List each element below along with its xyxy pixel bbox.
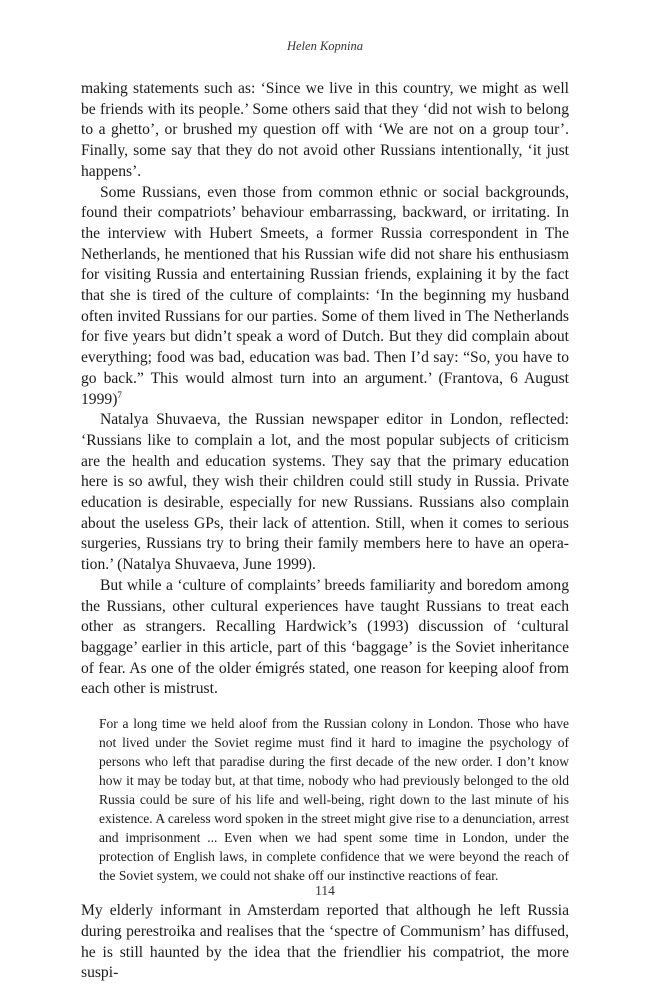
block-quote-text: For a long time we held aloof from the Russian colony in London. Those who have not lived under the Soviet regime must find it hard to imagine the psychology of persons who left that paradise during the first decade of the new order. I don’t know how it may be today but, at that time, nobody who had previously belonged to the old Russia could be sure of his life and well-being, right down to the last minute of his existence. A careless word spoken in the street might give rise to a denunciation, arrest and imprisonment ... Even when we had spent some time in London, under the protection of English laws, in complete confidence that we were beyond the reach of the Soviet system, we could not shake off our instinctive reactions of fear.: [99, 716, 569, 884]
paragraph-continued: making statements such as: ‘Since we live in this country, we might as well be friends with its people.’ Some others said that they ‘did not wish to belong to a ghetto’, or brushed my question off with ‘We are not on a group tour’. Finally, some say that they do not avoid other Russians intentionally, ‘it just happens’.: [81, 80, 569, 180]
paragraph-cultural-baggage: But while a ‘culture of complaints’ breeds familiarity and boredom among the Russians, other cultural experiences have taught Russians to treat each other as strangers. Recalling Hardwick’s (1993) discussion of ‘cultural baggage’ earlier in this article, part of this ‘baggage’ is the Soviet inheritance of fear. As one of the older émigrés stated, one reason for keeping aloof from each other is mistrust.: [81, 576, 569, 698]
paragraph-text: Some Russians, even those from common ethnic or social backgrounds, found their compatriots’ behaviour embarrassing, backward, or irritating. In the interview with Hubert Smeets, a former Russia correspondent in The Netherlands, he mentioned that his Russian wife did not share his enthusiasm for visiting Russia and entertaining Russian friends, explaining it by the fact that she is tired of the culture of complaints: ‘In the beginning my husband often invited Russians for our parties. Some of them lived in The Netherlands for five years but didn’t speak a word of Dutch. But they did complain about everything; food was bad, education was bad. Then I’d say: “So, you have to go back.” This would almost turn into an argument.’ (Frantova, 6 August 1999): [81, 183, 569, 408]
page: [81, 0, 569, 982]
body-text: [81, 79, 569, 984]
page-number: 114: [315, 883, 335, 898]
footnote-marker: 7: [117, 389, 122, 400]
running-head: Helen Kopnina: [286, 39, 364, 53]
paragraph-shuvaeva: Natalya Shuvaeva, the Russian newspaper editor in London, reflected: ‘Russians like to complain a lot, and the most popular subjects of criticism are the health and education systems. They say that the primary education here is so awful, they wish their children could still study in Russia. Private education is desirable, especially for new Russians. Russians also complain about the useless GPs, their lack of attention. Still, when it comes to serious surgeries, Russians try to bring their family members here to have an operation.’ (Natalya Shuvaeva, June 1999).: [81, 411, 569, 574]
paragraph-culture-of-complaints: [81, 183, 569, 411]
block-quote: [99, 714, 569, 885]
paragraph-amsterdam-informant: My elderly informant in Amsterdam reported that although he left Russia during perestroika and realises that the ‘spectre of Communism’ has diffused, he is still haunted by the idea that the friendlier his compatriot, the more suspi-: [81, 902, 569, 982]
